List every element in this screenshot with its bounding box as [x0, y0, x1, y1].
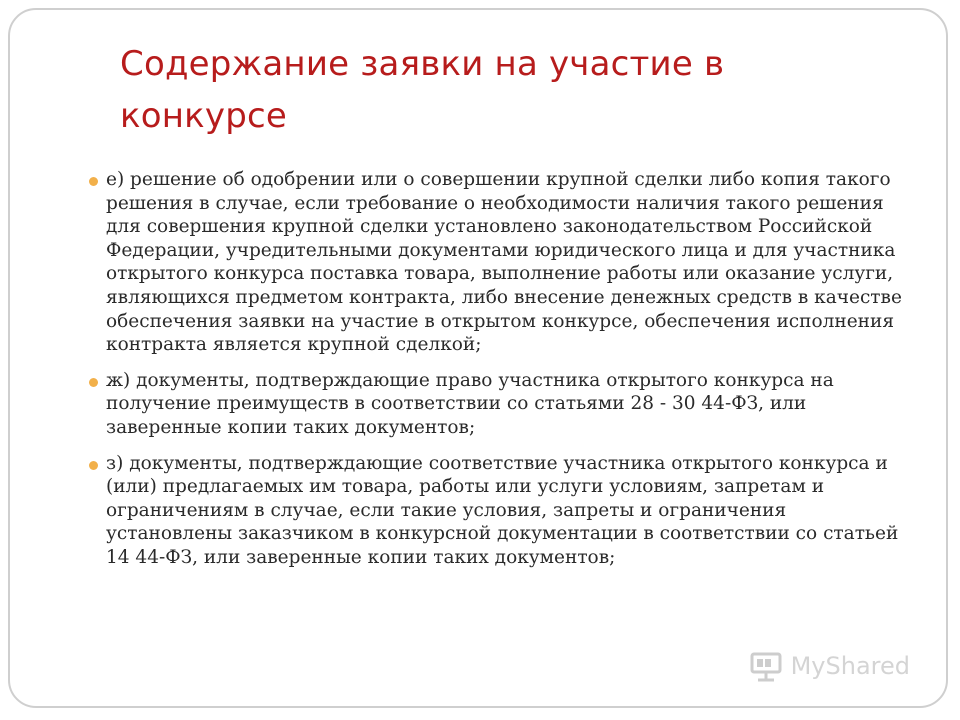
bullet-text: з) документы, подтверждающие соответствие участника открытого конкурса и (или) предлагаемых им товара, работы или услуги условиям, запретам и ограничениям в случае, если такие условия, запреты и ограничения установлены заказчиком в конкурсной документации в соответствии со статьей 14 44-ФЗ, или заверенные копии таких документов; — [106, 452, 899, 568]
logo-text: MyShared — [790, 652, 910, 680]
bullet-text: е) решение об одобрении или о совершении крупной сделки либо копия такого решения в случае, если требование о необходимости наличия такого решения для совершения крупной сделки установлено законодательством Российской Федерации, учредительными документами юридического лица и для участника открытого конкурса поставка товара, выполнение работы или оказание услуги, являющихся предметом контракта, либо внесение денежных средств в качестве обеспечения заявки на участие в открытом конкурсе, обеспечения исполнения контракта является крупной сделкой; — [106, 169, 902, 356]
bullet-item — [106, 452, 906, 570]
slide — [8, 8, 948, 708]
bullet-item — [106, 168, 906, 357]
bullet-text: ж) документы, подтверждающие право участника открытого конкурса на получение преимуществ в соответствии со статьями 28 - 30 44-ФЗ, или заверенные копии таких документов; — [106, 369, 834, 438]
slide-title: Содержание заявки на участие в конкурсе — [120, 44, 725, 136]
bullet-icon — [89, 378, 98, 387]
bullet-icon — [89, 177, 98, 186]
presentation-board-icon — [749, 649, 783, 683]
bullet-icon — [89, 461, 98, 470]
watermark-logo — [749, 646, 910, 686]
bullet-list — [106, 168, 906, 582]
bullet-item — [106, 369, 906, 440]
